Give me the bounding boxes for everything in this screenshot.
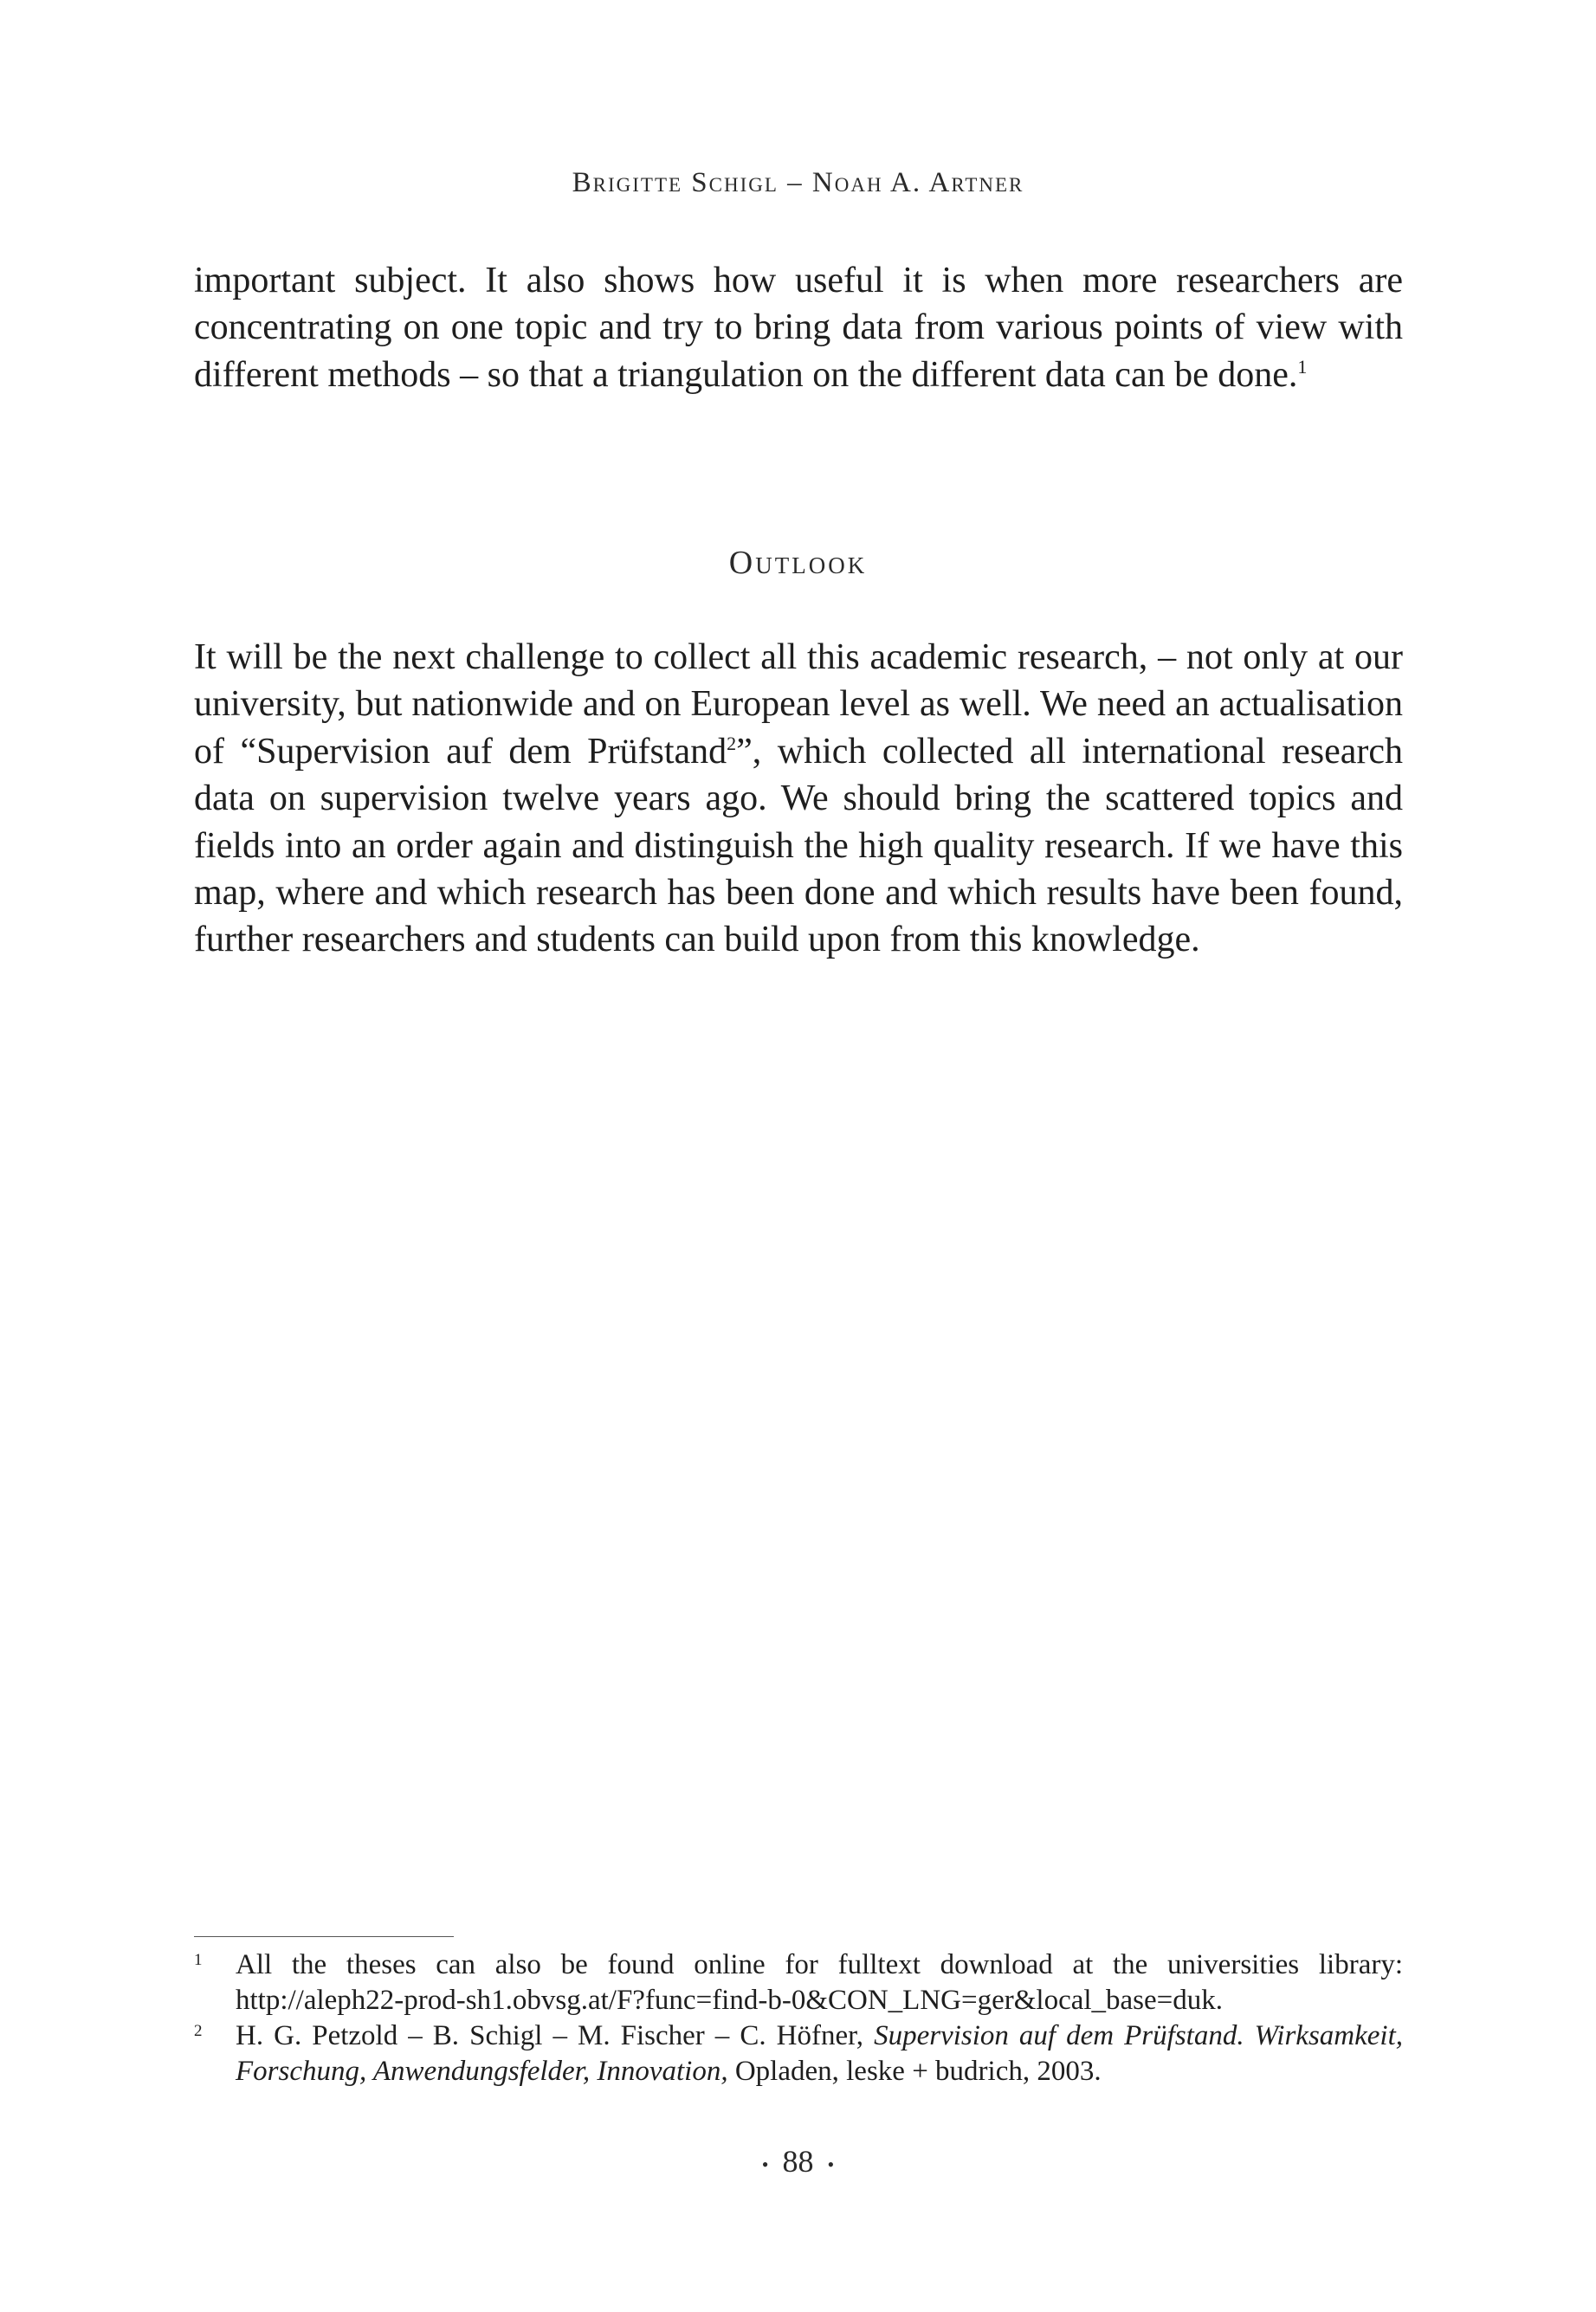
page-number: 88 [782, 2144, 814, 2179]
footnote-2 [194, 2018, 1403, 2089]
footnote-publisher: Opladen, leske + budrich, 2003. [727, 2056, 1102, 2087]
body-paragraph-1 [194, 257, 1403, 398]
paragraph-1-text: important subject. It also shows how useful it is when more researchers are concentrating on one topic and try to bring data from various points of view with different methods – so that a triangulation on the different data can be done. [194, 261, 1403, 395]
footnotes [194, 1947, 1403, 2089]
page-folio [0, 2143, 1596, 2180]
footnote-ref-2[interactable]: 2 [727, 732, 737, 754]
folio-bullet-right: • [827, 2153, 835, 2175]
footnote-number: 2 [194, 2022, 203, 2040]
footnote-authors: H. G. Petzold – B. Schigl – M. Fischer – C. Höfner, [236, 2020, 875, 2051]
footnote-text: All the theses can also be found online for fulltext download at the universities library: http://aleph22-prod-sh1.obvsg.at/F?func=find-b-0&CON_LNG=ger&local_base=duk. [236, 1949, 1403, 2016]
footnote-number: 1 [194, 1951, 203, 1969]
body-paragraph-2 [194, 634, 1403, 964]
paragraph-2-text-b: ”, which collected all international research data on supervision twelve years ago. We should bring the scattered topics and fields into an order again and distinguish the high quality research. If we have this map, where and which research has been done and which results have been found, further researchers and students can build upon from this knowledge. [194, 731, 1403, 960]
footnote-rule [194, 1936, 454, 1937]
footnote-1 [194, 1947, 1403, 2018]
folio-bullet-left: • [761, 2153, 769, 2175]
section-heading-outlook: Outlook [728, 545, 868, 581]
footnote-title: Supervision auf dem Prüfstand. Wirksamkeit, Forschung, Anwendungsfelder, Innovation, [236, 2020, 1403, 2087]
running-head: Brigitte Schigl – Noah A. Artner [572, 167, 1024, 198]
paragraph-2-text-a: It will be the next challenge to collect all this academic research, – not only at our university, but nationwide and on European level as well. We need an actualisation of “Supervision auf dem Prüfstand [194, 637, 1403, 772]
footnote-ref-1[interactable]: 1 [1297, 355, 1308, 378]
